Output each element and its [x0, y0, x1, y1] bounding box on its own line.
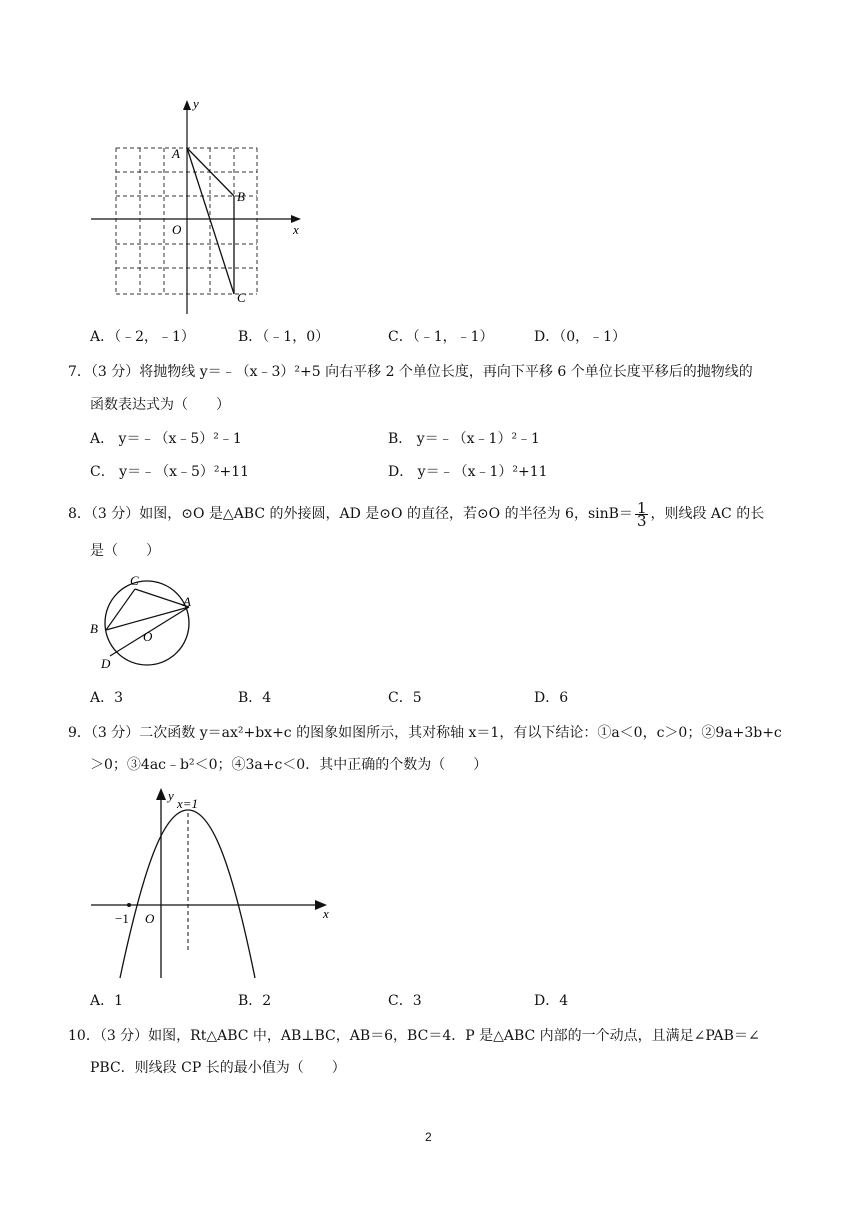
q9-y-axis-label: y: [168, 788, 174, 803]
q7-stem-line-2: 函数表达式为（ ）: [90, 397, 230, 413]
q9-stem-line-2: ＞0；③4ac﹣b²＜0；④3a+c＜0．其中正确的个数为（ ）: [90, 757, 488, 773]
q9-parabola-figure: [85, 780, 345, 985]
q6-x-axis-label: x: [293, 222, 299, 237]
q6-origin-label: O: [172, 222, 182, 237]
q6-option-d: D．（0，﹣1）: [534, 329, 627, 345]
q7-option-c: C． y＝﹣（x﹣5）²+11: [90, 464, 250, 480]
q8-point-d-label: D: [101, 656, 111, 671]
q8-point-b-label: B: [90, 621, 98, 636]
q9-neg-one-label: −1: [115, 911, 129, 926]
q8-fraction-numerator: 1: [636, 498, 647, 517]
q9-stem-line-1: 9．（3 分）二次函数 y＝ax²+bx+c 的图象如图所示，其对称轴 x＝1，有以下结论：①a＜0，c＞0；②9a+3b+c: [68, 725, 782, 741]
q9-origin-label: O: [145, 911, 155, 926]
q8-stem-text-b: ，则线段 AC 的长: [650, 506, 765, 522]
q7-stem-line-1: 7．（3 分）将抛物线 y＝﹣（x﹣3）²+5 向右平移 2 个单位长度，再向下平移 6 个单位长度平移后的抛物线的: [68, 364, 753, 380]
q9-option-a: A．1: [90, 993, 124, 1009]
q8-fraction-denominator: 3: [636, 511, 647, 530]
q6-point-c-label: C: [237, 290, 246, 305]
q8-option-a: A．3: [90, 690, 124, 706]
q8-option-d: D．6: [534, 690, 569, 706]
q8-point-a-label: A: [183, 594, 191, 609]
q9-option-b: B．2: [238, 993, 272, 1009]
q8-stem-line-1: [68, 500, 764, 528]
page-number: 2: [425, 1130, 432, 1144]
q6-option-c: C．（﹣1，﹣1）: [388, 329, 494, 345]
q8-option-c: C．5: [388, 690, 422, 706]
q9-option-d: D．4: [534, 993, 569, 1009]
q8-center-o-label: O: [143, 629, 153, 644]
q10-stem-line-1: 10．（3 分）如图，Rt△ABC 中，AB⊥BC，AB＝6，BC＝4．P 是△ABC 内部的一个动点，且满足∠PAB＝∠: [68, 1028, 760, 1044]
q8-point-c-label: C: [130, 573, 139, 588]
q10-stem-line-2: PBC．则线段 CP 长的最小值为（ ）: [90, 1060, 346, 1076]
q8-option-b: B．4: [238, 690, 272, 706]
q6-option-a: A．（﹣2，﹣1）: [90, 329, 195, 345]
q6-point-a-label: A: [172, 146, 180, 161]
q8-stem-text-a: 8．（3 分）如图，⊙O 是△ABC 的外接圆，AD 是⊙O 的直径，若⊙O 的半径为 6，sinB＝: [68, 506, 633, 522]
q8-circle-figure: [85, 570, 225, 674]
q6-y-axis-label: y: [193, 96, 199, 111]
q9-symmetry-axis-label: x=1: [177, 796, 199, 811]
q7-option-a: A． y＝﹣（x﹣5）²﹣1: [90, 431, 242, 447]
q9-x-axis-label: x: [323, 906, 329, 921]
q7-option-d: D． y＝﹣（x﹣1）²+11: [388, 464, 548, 480]
q6-option-b: B．（﹣1，0）: [238, 329, 330, 345]
q7-option-b: B． y＝﹣（x﹣1）²﹣1: [388, 431, 540, 447]
q6-grid-figure: [85, 92, 315, 322]
q6-point-b-label: B: [237, 189, 245, 204]
q9-option-c: C．3: [388, 993, 422, 1009]
q8-fraction: [635, 498, 649, 530]
q8-stem-line-2: 是（ ）: [90, 543, 160, 559]
